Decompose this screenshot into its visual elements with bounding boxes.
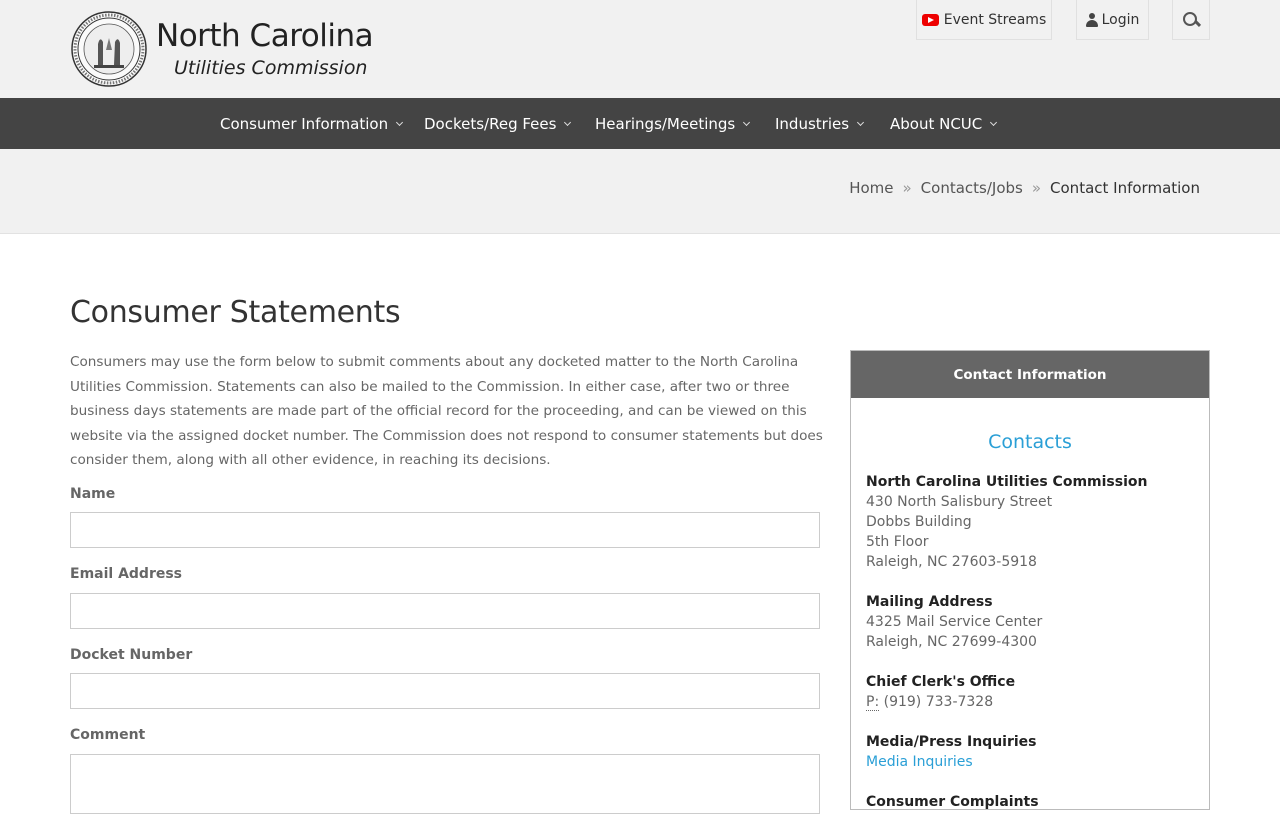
nav-item-hearings-meetings[interactable] bbox=[595, 98, 749, 149]
address-line: 430 North Salisbury Street bbox=[866, 494, 1053, 510]
email-input[interactable] bbox=[70, 593, 820, 629]
chevron-down-icon bbox=[564, 118, 571, 125]
address-line: Dobbs Building bbox=[866, 514, 972, 530]
search-icon bbox=[1183, 12, 1199, 28]
nav-item-consumer-information[interactable] bbox=[220, 98, 402, 149]
chevron-down-icon bbox=[857, 118, 864, 125]
name-label: Name bbox=[70, 486, 116, 502]
page-title: Consumer Statements bbox=[70, 295, 401, 330]
nav-label: Hearings/Meetings bbox=[595, 114, 736, 133]
nav-item-about-ncuc[interactable] bbox=[890, 98, 996, 149]
complaints-title: Consumer Complaints bbox=[866, 794, 1039, 810]
login-label: Login bbox=[1101, 11, 1140, 28]
media-inquiries bbox=[866, 732, 1037, 772]
address-line: Raleigh, NC 27699-4300 bbox=[866, 634, 1037, 650]
main-nav bbox=[0, 98, 1280, 149]
clerk-title: Chief Clerk's Office bbox=[866, 674, 1016, 690]
nav-label: Industries bbox=[775, 114, 850, 133]
clerk-phone: (919) 733-7328 bbox=[883, 694, 994, 710]
event-streams-label: Event Streams bbox=[943, 11, 1047, 28]
media-title: Media/Press Inquiries bbox=[866, 734, 1037, 750]
commission-name: North Carolina Utilities Commission bbox=[866, 474, 1148, 490]
phone-prefix: P: bbox=[866, 694, 880, 710]
nav-item-dockets-reg-fees[interactable] bbox=[424, 98, 570, 149]
name-input[interactable] bbox=[70, 512, 820, 548]
breadcrumb-home[interactable]: Home bbox=[849, 179, 894, 197]
breadcrumb-separator: » bbox=[902, 179, 912, 197]
login-button[interactable] bbox=[1076, 0, 1149, 40]
docket-number-input[interactable] bbox=[70, 673, 820, 709]
email-label: Email Address bbox=[70, 566, 183, 582]
address-line: Raleigh, NC 27603-5918 bbox=[866, 554, 1037, 570]
seal-logo bbox=[70, 10, 148, 88]
user-icon bbox=[1086, 13, 1098, 27]
media-inquiries-link[interactable]: Media Inquiries bbox=[866, 754, 973, 770]
breadcrumb-separator: » bbox=[1031, 179, 1042, 197]
comment-label: Comment bbox=[70, 727, 146, 743]
nav-item-industries[interactable] bbox=[775, 98, 863, 149]
contact-sidebar bbox=[850, 350, 1210, 810]
breadcrumb-contacts-jobs[interactable]: Contacts/Jobs bbox=[920, 179, 1023, 197]
chief-clerk bbox=[866, 672, 1015, 712]
contacts-title: Contacts bbox=[988, 431, 1072, 453]
mailing-title: Mailing Address bbox=[866, 594, 993, 610]
chevron-down-icon bbox=[396, 118, 403, 125]
breadcrumb-band bbox=[0, 149, 1280, 234]
nav-label: About NCUC bbox=[890, 114, 983, 133]
intro-text: Consumers may use the form below to submit comments about any docketed matter to the North Carolina Utilities Commission. Statements can also be mailed to the Commission. In either case, after two or three business days statements are made part of the official record for the proceeding, and can be viewed on this website via the assigned docket number. The Commission does not respond to consumer statements but does consider them, along with all other evidence, in reaching its decisions. bbox=[70, 354, 823, 468]
chevron-down-icon bbox=[990, 118, 997, 125]
breadcrumb-current: Contact Information bbox=[1050, 179, 1200, 197]
mailing-address bbox=[866, 592, 1042, 652]
breadcrumb bbox=[849, 179, 1200, 197]
search-button[interactable] bbox=[1172, 0, 1210, 40]
address-line: 5th Floor bbox=[866, 534, 929, 550]
site-header bbox=[0, 0, 1280, 98]
commission-address bbox=[866, 472, 1147, 572]
consumer-complaints bbox=[866, 792, 1039, 812]
sidebar-header: Contact Information bbox=[851, 351, 1209, 398]
site-title: North Carolina bbox=[156, 18, 374, 54]
comment-textarea[interactable] bbox=[70, 754, 820, 814]
youtube-icon bbox=[922, 14, 939, 26]
event-streams-button[interactable] bbox=[916, 0, 1052, 40]
nav-label: Dockets/Reg Fees bbox=[424, 114, 557, 133]
site-logo[interactable] bbox=[70, 10, 373, 88]
site-subtitle: Utilities Commission bbox=[174, 57, 368, 79]
address-line: 4325 Mail Service Center bbox=[866, 614, 1043, 630]
docket-label: Docket Number bbox=[70, 647, 193, 663]
chevron-down-icon bbox=[743, 118, 750, 125]
nav-label: Consumer Information bbox=[220, 114, 389, 133]
